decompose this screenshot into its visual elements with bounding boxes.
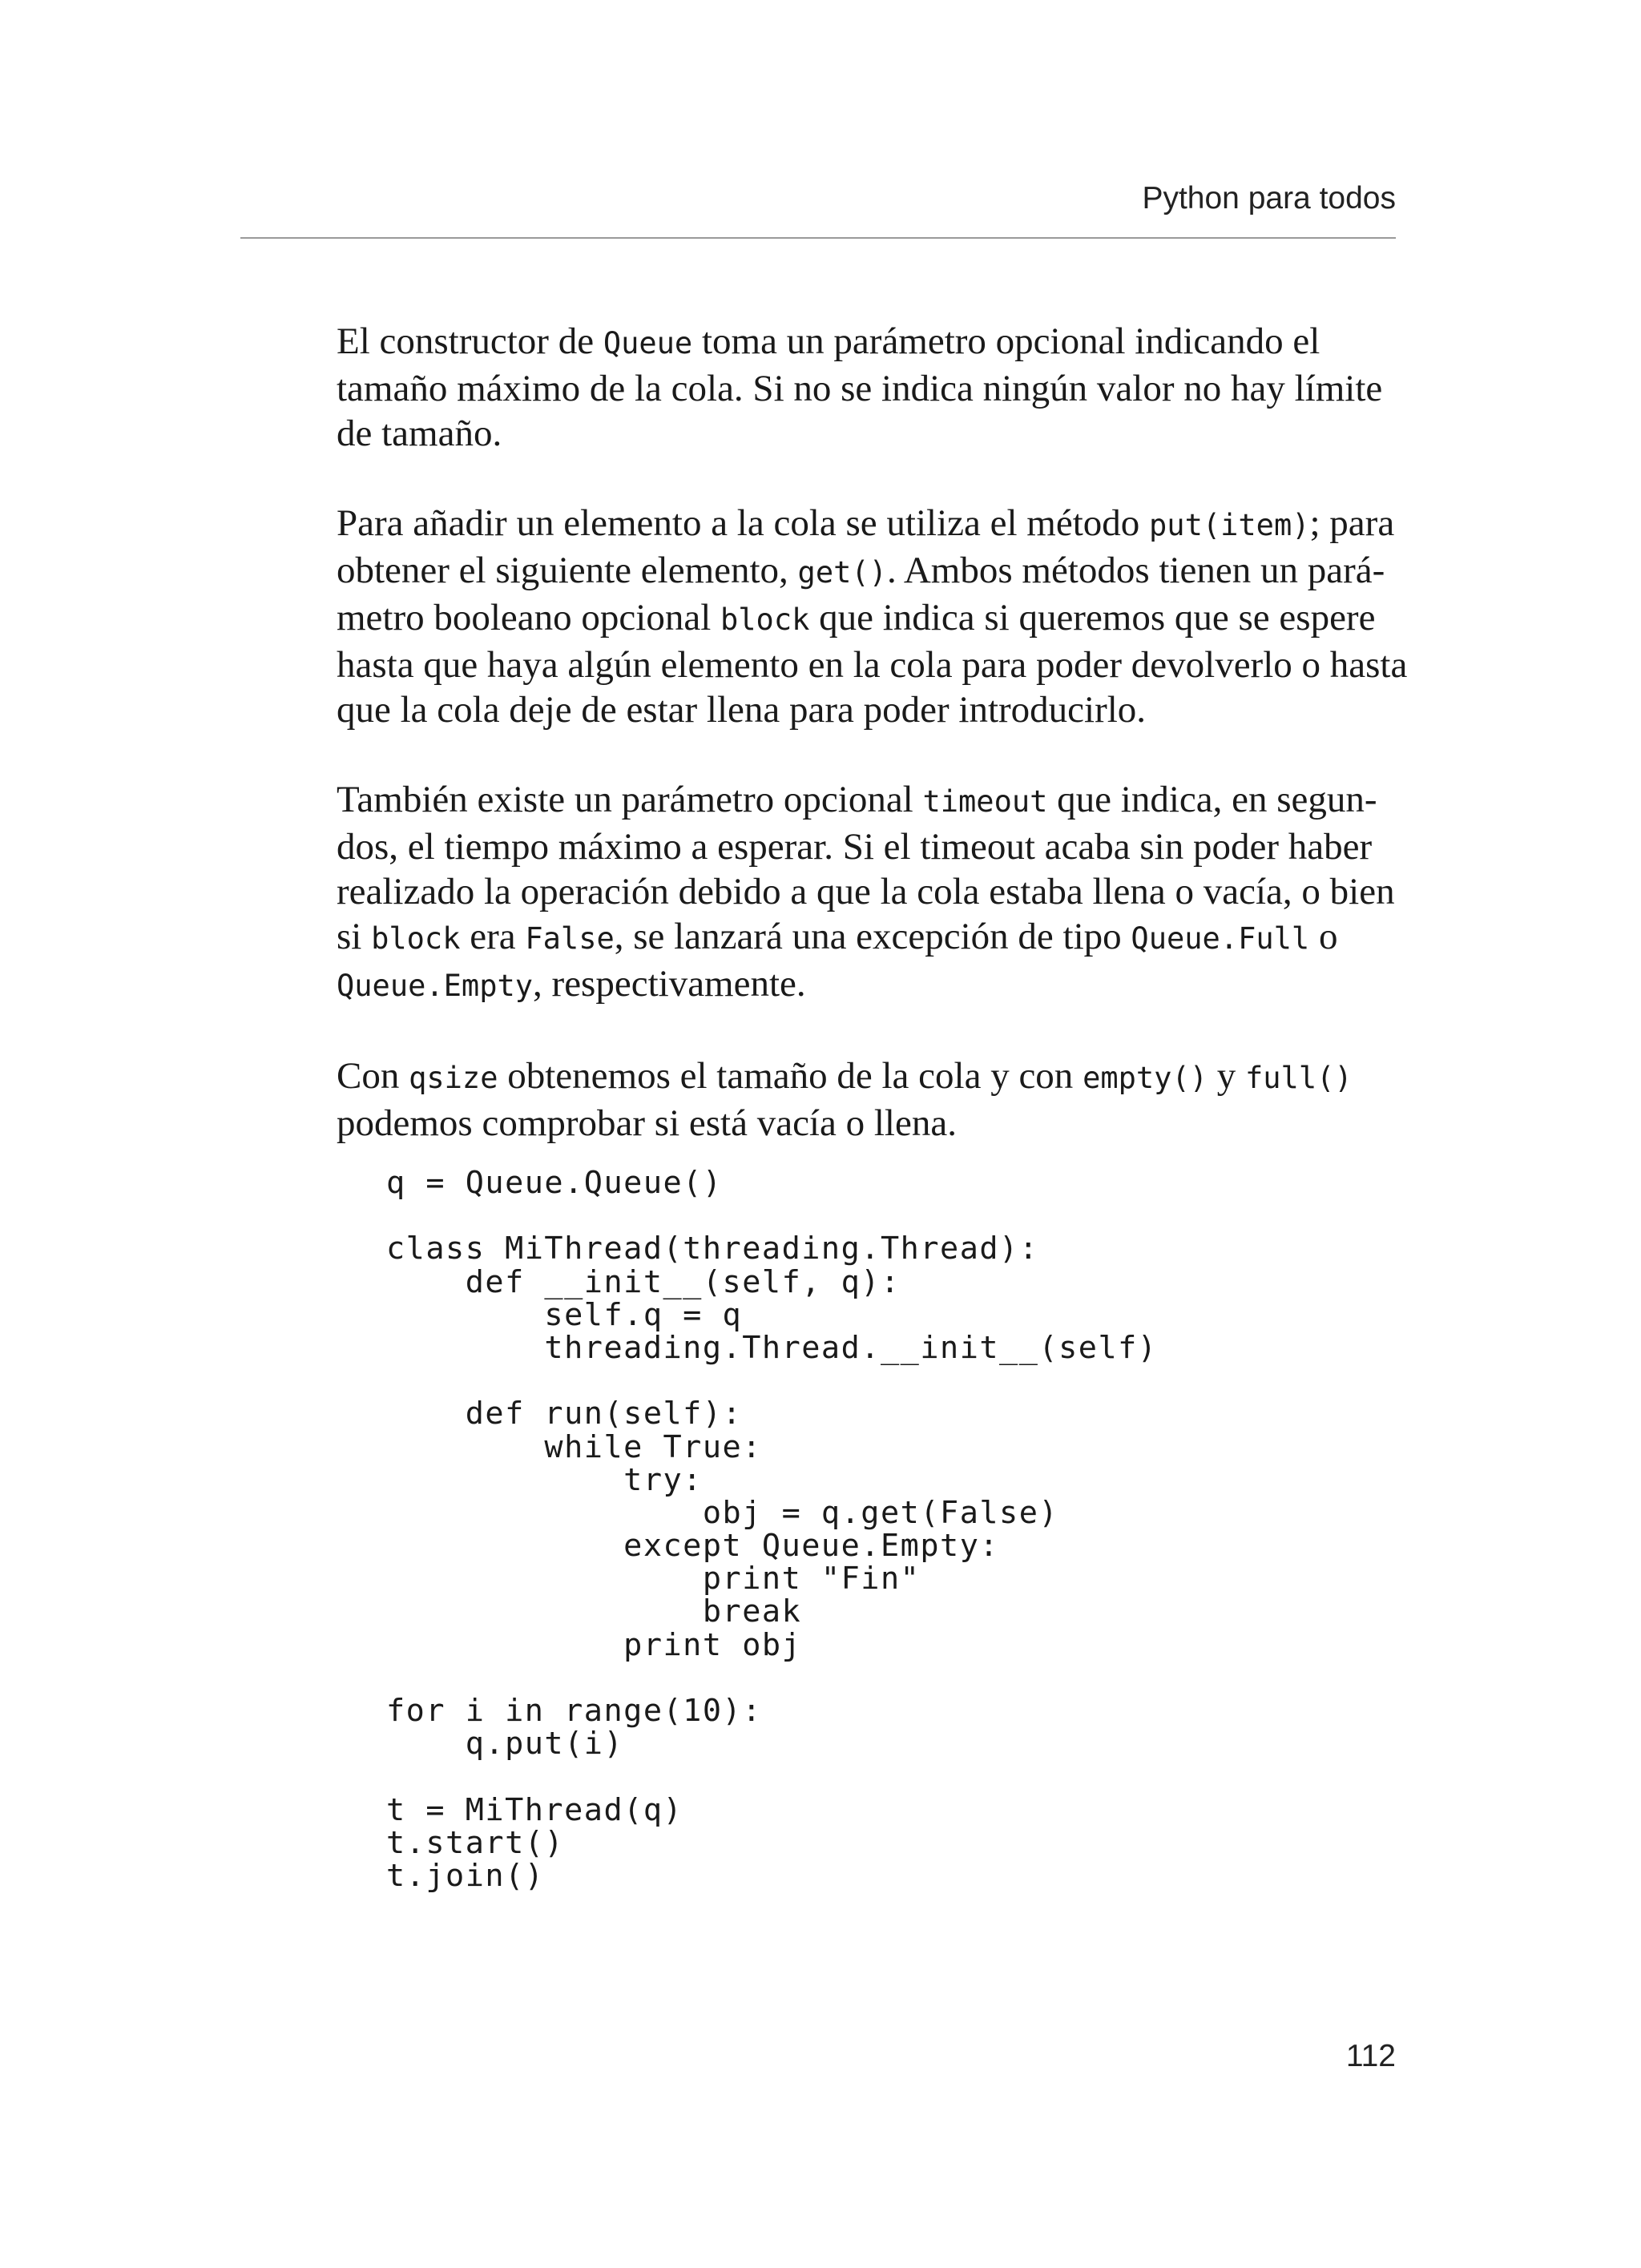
text-line: hasta que haya algún elemento en la cola para poder devolverlo o hasta bbox=[337, 644, 1408, 686]
code-line bbox=[386, 1364, 1157, 1397]
code-line: print "Fin" bbox=[386, 1561, 921, 1597]
code-line: obj = q.get(False) bbox=[386, 1494, 1059, 1531]
text-line: si block era False, se lanzará una excepción de tipo Queue.Full o bbox=[337, 916, 1338, 957]
text-line: dos, el tiempo máximo a esperar. Si el timeout acaba sin poder haber bbox=[337, 826, 1373, 868]
code-line: break bbox=[386, 1593, 802, 1630]
text-line: podemos comprobar si está vacía o llena. bbox=[337, 1102, 957, 1144]
inline-code: get() bbox=[797, 555, 887, 590]
code-line: t.start() bbox=[386, 1824, 565, 1861]
code-line: for i in range(10): bbox=[386, 1693, 762, 1729]
inline-code: False bbox=[525, 921, 615, 956]
text-line: de tamaño. bbox=[337, 413, 502, 454]
inline-code: full() bbox=[1245, 1061, 1353, 1095]
header-rule bbox=[240, 237, 1396, 239]
page-number: 112 bbox=[1345, 2039, 1396, 2073]
text-line: Queue.Empty, respectivamente. bbox=[337, 963, 806, 1005]
text-line: obtener el siguiente elemento, get(). Ambos métodos tienen un pará- bbox=[337, 550, 1385, 591]
code-line: class MiThread(threading.Thread): bbox=[386, 1231, 1039, 1267]
code-line: q = Queue.Queue() bbox=[386, 1165, 723, 1201]
paragraph-put-get bbox=[337, 501, 1408, 732]
code-line: def __init__(self, q): bbox=[386, 1263, 901, 1300]
inline-code: block bbox=[371, 921, 461, 956]
text-line: Con qsize obtenemos el tamaño de la cola y con empty() y full() bbox=[337, 1055, 1353, 1097]
text-line: que la cola deje de estar llena para poder introducirlo. bbox=[337, 689, 1147, 731]
text-line: Para añadir un elemento a la cola se utiliza el método put(item); para bbox=[337, 502, 1395, 544]
code-line: threading.Thread.__init__(self) bbox=[386, 1329, 1158, 1366]
inline-code: Queue bbox=[603, 326, 693, 361]
code-line: print obj bbox=[386, 1626, 802, 1663]
inline-code: qsize bbox=[409, 1061, 498, 1095]
text-line: También existe un parámetro opcional timeout que indica, en segun- bbox=[337, 779, 1377, 820]
paragraph-qsize bbox=[337, 1053, 1402, 1146]
code-line bbox=[386, 1760, 1157, 1793]
code-line: self.q = q bbox=[386, 1296, 743, 1333]
code-listing bbox=[386, 1166, 1157, 1892]
paragraph-queue-constructor bbox=[337, 319, 1402, 456]
text-line: realizado la operación debido a que la cola estaba llena o vacía, o bien bbox=[337, 871, 1395, 912]
code-line: def run(self): bbox=[386, 1396, 743, 1432]
code-line: try: bbox=[386, 1461, 703, 1498]
code-line bbox=[386, 1662, 1157, 1694]
code-line: except Queue.Empty: bbox=[386, 1528, 1000, 1565]
running-header: Python para todos bbox=[1142, 181, 1396, 216]
code-line: q.put(i) bbox=[386, 1726, 624, 1762]
inline-code: timeout bbox=[922, 784, 1048, 819]
inline-code: Queue.Empty bbox=[337, 969, 534, 1003]
code-line: while True: bbox=[386, 1428, 762, 1465]
inline-code: put(item) bbox=[1149, 508, 1310, 542]
code-line: t = MiThread(q) bbox=[386, 1791, 683, 1828]
inline-code: Queue.Full bbox=[1131, 921, 1310, 956]
code-line: t.join() bbox=[386, 1857, 545, 1894]
code-line bbox=[386, 1199, 1157, 1232]
inline-code: block bbox=[720, 602, 810, 637]
text-line: El constructor de Queue toma un parámetro opcional indicando el bbox=[337, 320, 1320, 362]
text-line: metro booleano opcional block que indica si queremos que se espere bbox=[337, 597, 1376, 639]
body-text bbox=[337, 319, 1408, 1190]
paragraph-timeout bbox=[337, 777, 1402, 1009]
inline-code: empty() bbox=[1083, 1061, 1208, 1095]
text-line: tamaño máximo de la cola. Si no se indica ningún valor no hay límite bbox=[337, 368, 1383, 409]
